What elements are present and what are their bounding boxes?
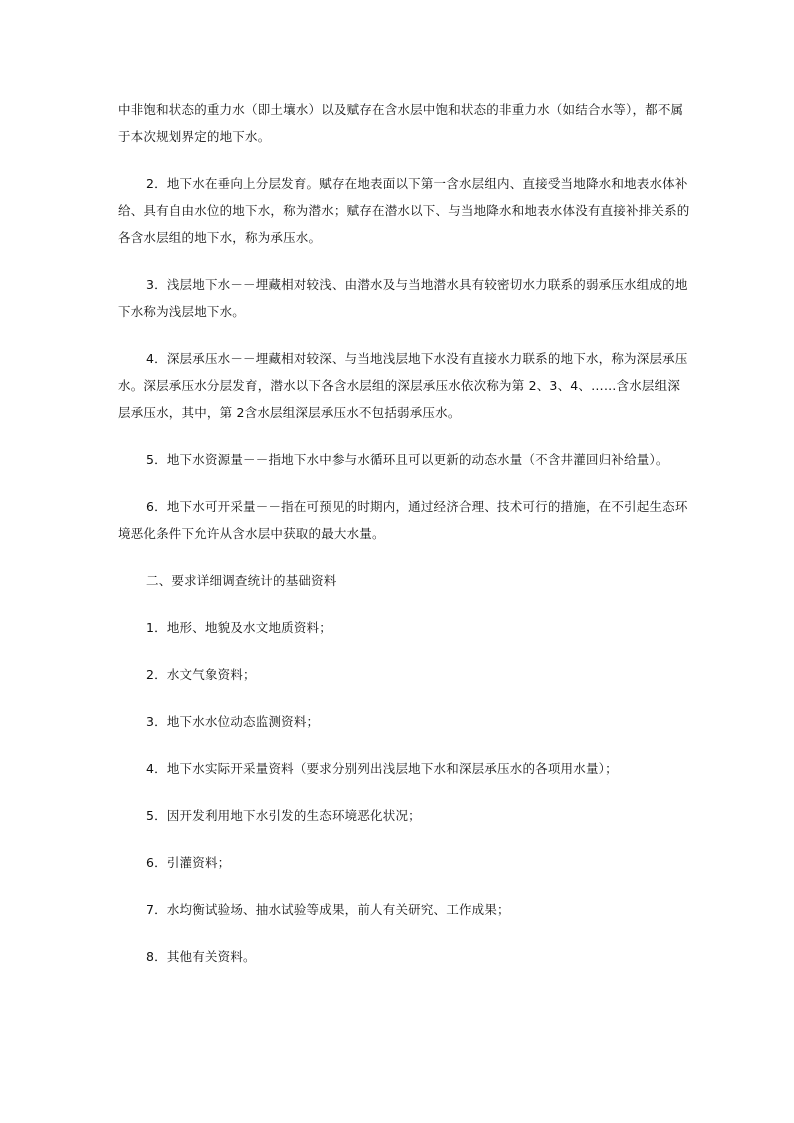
- list-item: 4．地下水实际开采量资料（要求分别列出浅层地下水和深层承压水的各项用水量）；: [146, 761, 618, 776]
- list-item: 1．地形、地貌及水文地质资料；: [146, 620, 332, 635]
- list-item: 2．水文气象资料；: [146, 667, 256, 682]
- section-heading: 二、要求详细调查统计的基础资料: [146, 573, 337, 588]
- document-page: [118, 96, 692, 970]
- list-item: 5．因开发利用地下水引发的生态环境恶化状况；: [146, 808, 421, 823]
- paragraph-item-2: 2．地下水在垂向上分层发育。赋存在地表面以下第一含水层组内、直接受当地降水和地表水体补给、具有自由水位的地下水，称为潜水；赋存在潜水以下、与当地降水和地表水体没有直接补排关系的各含水层组的地下水，称为承压水。: [118, 176, 690, 245]
- list-item: 3．地下水水位动态监测资料；: [146, 714, 320, 729]
- paragraph-item-5: 5．地下水资源量－－指地下水中参与水循环且可以更新的动态水量（不含井灌回归补给量）。: [146, 452, 669, 467]
- list-item: 6．引灌资料；: [146, 855, 231, 870]
- list-item: 7．水均衡试验场、抽水试验等成果，前人有关研究、工作成果；: [146, 902, 510, 917]
- paragraph-continuation: 中非饱和状态的重力水（即土壤水）以及赋存在含水层中饱和状态的非重力水（如结合水等），都不属于本次规划界定的地下水。: [118, 102, 684, 144]
- paragraph-item-3: 3．浅层地下水－－埋藏相对较浅、由潜水及与当地潜水具有较密切水力联系的弱承压水组成的地下水称为浅层地下水。: [118, 277, 688, 319]
- paragraph-item-6: 6．地下水可开采量－－指在可预见的时期内，通过经济合理、技术可行的措施，在不引起生态环境恶化条件下允许从含水层中获取的最大水量。: [118, 499, 688, 541]
- paragraph-item-4: 4．深层承压水－－埋藏相对较深、与当地浅层地下水没有直接水力联系的地下水，称为深层承压水。深层承压水分层发育，潜水以下各含水层组的深层承压水依次称为第 2、3、4、……含水层组深层承压水，其中，第 2含水层组深层承压水不包括弱承压水。: [118, 351, 688, 420]
- list-item: 8．其他有关资料。: [146, 949, 256, 964]
